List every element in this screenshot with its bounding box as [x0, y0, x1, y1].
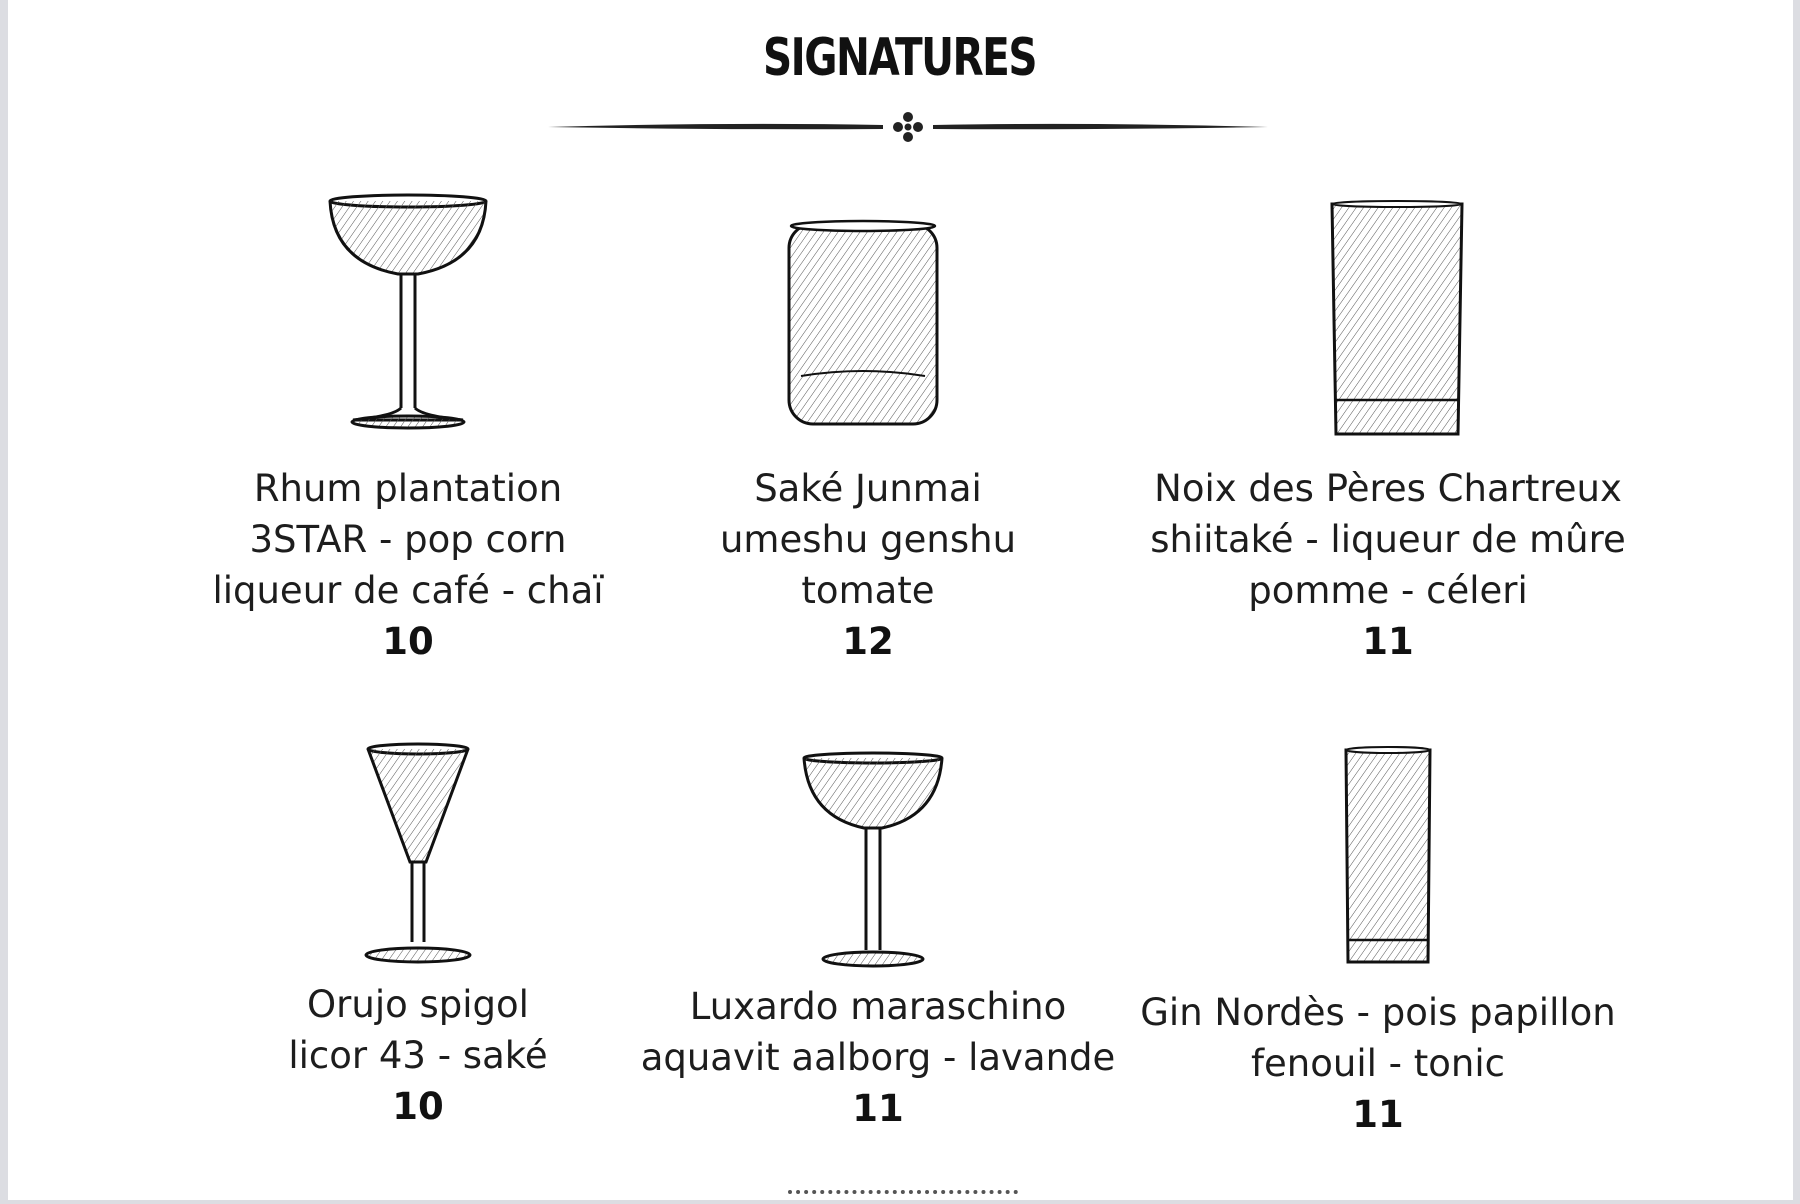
item-line: 3STAR - pop corn: [249, 518, 567, 561]
item-line: aquavit aalborg - lavande: [640, 1036, 1116, 1079]
menu-item-6: [1128, 987, 1628, 1140]
collins-glass-icon: [1346, 747, 1430, 962]
item-line: fenouil - tonic: [1251, 1042, 1505, 1085]
cordial-glass-icon: [366, 744, 470, 962]
menu-page: [8, 0, 1793, 1200]
tumbler-glass-icon: [789, 224, 937, 424]
item-price: 11: [1362, 620, 1414, 663]
item-line: Saké Junmai: [754, 467, 982, 510]
item-line: Noix des Pères Chartreux: [1154, 467, 1622, 510]
item-price: 11: [852, 1087, 904, 1130]
item-price: 11: [1352, 1093, 1404, 1136]
menu-item-1: [168, 463, 648, 667]
next-section-edge: [788, 1190, 1018, 1204]
item-line: Rhum plantation: [253, 467, 563, 510]
menu-item-3: [1128, 463, 1648, 667]
item-line: Gin Nordès - pois papillon: [1140, 991, 1616, 1034]
item-line: licor 43 - saké: [288, 1034, 548, 1077]
item-line: Luxardo maraschino: [689, 985, 1067, 1028]
item-price: 10: [382, 620, 434, 663]
menu-item-4: [178, 979, 658, 1132]
item-line: pomme - céleri: [1248, 569, 1528, 612]
item-line: tomate: [801, 569, 935, 612]
menu-item-5: [628, 981, 1128, 1134]
item-price: 12: [842, 620, 894, 663]
menu-item-2: [628, 463, 1108, 667]
coupe-glass-icon: [804, 753, 942, 966]
item-line: umeshu genshu: [719, 518, 1017, 561]
section-title: SIGNATURES: [763, 28, 1036, 88]
item-line: Orujo spigol: [307, 983, 529, 1026]
item-line: shiitaké - liqueur de mûre: [1150, 518, 1626, 561]
item-price: 10: [392, 1085, 444, 1128]
ornament-divider: [548, 108, 1268, 148]
coupe-glass-icon: [323, 192, 493, 432]
item-line: liqueur de café - chaï: [212, 569, 604, 612]
